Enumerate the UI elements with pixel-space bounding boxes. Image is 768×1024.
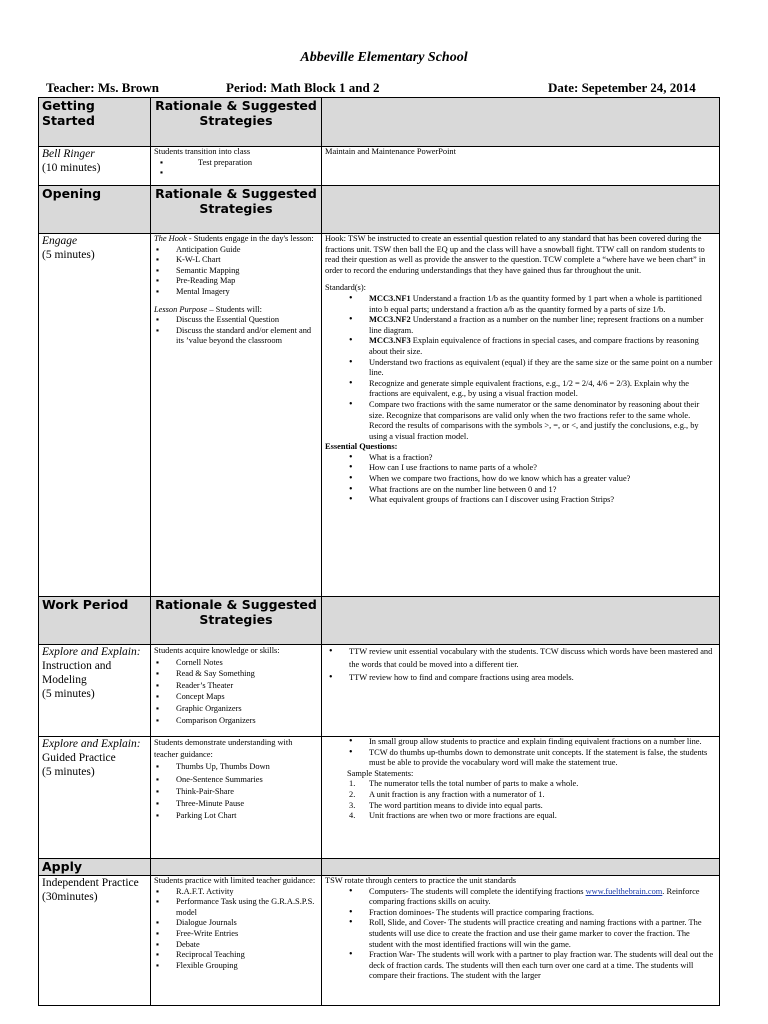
- center-item: • Roll, Slide, and Cover- The students will practice creating and naming fractions with a partner. The students will use dice to create the fraction and use their game marker to cover the fraction. The student with the most identified fractions will win the game.: [325, 918, 716, 950]
- activity-label: Explore and Explain:: [42, 738, 141, 750]
- list-item: ▪ Free-Write Entries: [154, 929, 318, 940]
- question-item: • How can I use fractions to name parts of a whole?: [325, 463, 716, 474]
- section-header-work-period: [39, 597, 720, 645]
- standard-item: • MCC3.NF3 Explain equivalence of fractions in special cases, and compare fractions by reasoning about their size.: [325, 336, 716, 357]
- strategy-intro: Students acquire knowledge or skills:: [154, 646, 280, 655]
- essential-questions-list: [325, 453, 716, 506]
- row-independent-practice: [39, 876, 720, 1006]
- list-item: ▪ Cornell Notes: [154, 657, 318, 669]
- hook-paragraph: Hook: TSW be instructed to create an essential question related to any standard that has been covered during the fractions unit. TSW then ball the EQ up and the class will have a snowball fight. TTW call on random students to read their question as well as provide the answer to the question. TCW complete a “where have we been chart” in order to record the enduring understandings that they have gained thus far throughout the unit.: [325, 234, 706, 275]
- section-title: Work Period: [39, 597, 151, 645]
- list-item: • TTW review how to find and compare fractions using area models.: [325, 671, 716, 684]
- list-item: ▪ Parking Lot Chart: [154, 810, 318, 822]
- strategy-list: [154, 761, 318, 822]
- list-item: ▪ Discuss the Essential Question: [154, 315, 318, 326]
- lesson-date: Date: Sepetember 24, 2014: [548, 80, 696, 95]
- class-period: Period: Math Block 1 and 2: [226, 80, 380, 95]
- purpose-list: [154, 315, 318, 347]
- section-header-getting-started: [39, 98, 720, 147]
- strategy-intro: Students transition into class: [154, 147, 251, 156]
- list-item: ▪ Reader’s Theater: [154, 680, 318, 692]
- activity-sublabel: Guided Practice: [42, 752, 116, 764]
- activity-time: (5 minutes): [42, 766, 95, 778]
- samples-label: Sample Statements:: [347, 768, 414, 778]
- sample-item: 2. A unit fraction is any fraction with a numerator of 1.: [325, 790, 716, 801]
- section-title: Getting Started: [39, 98, 151, 147]
- question-item: • When we compare two fractions, how do we know which has a greater value?: [325, 474, 716, 485]
- row-engage: [39, 234, 720, 597]
- activity-time: (5 minutes): [42, 688, 95, 700]
- hook-intro: The Hook - Students engage in the day's lesson:: [154, 234, 314, 243]
- website-link[interactable]: www.fuelthebrain.com: [585, 886, 663, 896]
- strategy-intro: Students practice with limited teacher guidance:: [154, 876, 316, 885]
- list-item: ▪ Concept Maps: [154, 691, 318, 703]
- list-item: ▪ Read & Say Something: [154, 668, 318, 680]
- rationale-heading: Rationale & Suggested Strategies: [151, 98, 322, 147]
- rationale-heading: Rationale & Suggested Strategies: [151, 186, 322, 234]
- list-item: ▪ Reciprocal Teaching: [154, 950, 318, 961]
- activity-description: Maintain and Maintenance PowerPoint: [322, 147, 720, 186]
- standards-label: Standard(s):: [325, 283, 366, 293]
- activity-time: (5 minutes): [42, 249, 95, 261]
- sample-item: 1. The numerator tells the total number of parts to make a whole.: [325, 779, 716, 790]
- hook-strategy-list: [154, 245, 318, 298]
- row-guided-practice: [39, 737, 720, 859]
- list-item: ▪ Dialogue Journals: [154, 918, 318, 929]
- strategy-list: [154, 887, 318, 972]
- strategy-list: [154, 657, 318, 727]
- list-item: ▪ Anticipation Guide: [154, 245, 318, 256]
- guided-list: [325, 737, 716, 769]
- center-item: • Fraction dominoes- The students will practice comparing fractions.: [325, 908, 716, 919]
- list-item: ▪ Discuss the standard and/or element and its ’value beyond the classroom: [154, 326, 318, 347]
- samples-list: [325, 779, 716, 821]
- purpose-intro: Lesson Purpose – Students will:: [154, 304, 262, 314]
- row-bell-ringer: [39, 147, 720, 186]
- list-item: ▪ Three-Minute Pause: [154, 798, 318, 810]
- activity-time: (10 minutes): [42, 162, 101, 174]
- instruction-list: [325, 645, 716, 684]
- list-item: ▪ Semantic Mapping: [154, 266, 318, 277]
- essential-questions-label: Essential Questions:: [325, 442, 398, 452]
- section-title: Opening: [39, 186, 151, 234]
- list-item: ▪ Debate: [154, 940, 318, 951]
- list-item: • In small group allow students to practice and explain finding equivalent fractions on a number line.: [325, 737, 716, 748]
- activity-label: Bell Ringer: [42, 148, 95, 160]
- list-item: ▪ R.A.F.T. Activity: [154, 887, 318, 898]
- activity-label: Explore and Explain:: [42, 646, 141, 658]
- teacher-name: Teacher: Ms. Brown: [46, 80, 160, 95]
- strategy-list: [158, 158, 318, 169]
- strategy-intro: Students demonstrate understanding with teacher guidance:: [154, 738, 293, 760]
- school-name: Abbeville Elementary School: [300, 50, 468, 65]
- list-item: • TTW review unit essential vocabulary with the students. TCW discuss which words have been mastered and the words that could be moved into a different tier.: [325, 645, 716, 671]
- question-item: • What equivalent groups of fractions can I discover using Fraction Strips?: [325, 495, 716, 506]
- section-header-opening: [39, 186, 720, 234]
- section-title: Apply: [39, 859, 151, 876]
- activity-label: Independent Practice: [42, 877, 139, 889]
- rationale-heading: Rationale & Suggested Strategies: [151, 597, 322, 645]
- question-item: • What fractions are on the number line between 0 and 1?: [325, 485, 716, 496]
- standard-item: • Compare two fractions with the same numerator or the same denominator by reasoning about their size. Recognize that comparisons are valid only when the two fractions refer to the same whole. Record the results of comparisons with the symbols >, =, or <, and justify the conclusions, e.g., by using a visual fraction model.: [325, 400, 716, 442]
- list-item: ▪ Graphic Organizers: [154, 703, 318, 715]
- centers-intro: TSW rotate through centers to practice the unit standards: [325, 876, 517, 885]
- list-item: ▪ Comparison Organizers: [154, 715, 318, 727]
- standards-list: [325, 294, 716, 442]
- list-item: ▪ Think-Pair-Share: [154, 786, 318, 798]
- activity-time: (30minutes): [42, 891, 98, 903]
- sample-item: 4. Unit fractions are when two or more fractions are equal.: [325, 811, 716, 822]
- list-item: ▪ Test preparation: [158, 158, 318, 169]
- list-item: ▪ K-W-L Chart: [154, 255, 318, 266]
- standard-item: • Understand two fractions as equivalent (equal) if they are the same size or the same point on a number line.: [325, 358, 716, 379]
- list-item: ▪ One-Sentence Summaries: [154, 774, 318, 786]
- list-item: ▪ Pre-Reading Map: [154, 276, 318, 287]
- center-item: • Fraction War- The students will work with a partner to play fraction war. The students will deal out the deck of fraction cards. The students will then each turn over one card at a time. The students will compare their fractions. The student with the larger: [325, 950, 716, 982]
- activity-label: Engage: [42, 235, 78, 247]
- list-item: ▪ Mental Imagery: [154, 287, 318, 298]
- section-header-apply: [39, 859, 720, 876]
- row-instruction-modeling: [39, 645, 720, 737]
- center-item: • Computers- The students will complete the identifying fractions www.fuelthebrain.com. Reinforce comparing fractions skills on acuity.: [325, 887, 716, 908]
- question-item: • What is a fraction?: [325, 453, 716, 464]
- lesson-plan-table: [38, 97, 720, 1006]
- standard-item: • Recognize and generate simple equivalent fractions, e.g., 1/2 = 2/4, 4/6 = 2/3). Explain why the fractions are equivalent, e.g., by using a visual fraction model.: [325, 379, 716, 400]
- list-item: ▪ Performance Task using the G.R.A.S.P.S. model: [154, 897, 318, 918]
- activity-sublabel: Instruction and Modeling: [42, 660, 112, 686]
- centers-list: [325, 887, 716, 982]
- standard-item: • MCC3.NF1 Understand a fraction 1/b as the quantity formed by 1 part when a whole is partitioned into b equal parts; understand a fraction a/b as the quantity formed by a parts of size 1/b.: [325, 294, 716, 315]
- list-item: ▪ Thumbs Up, Thumbs Down: [154, 761, 318, 773]
- standard-item: • MCC3.NF2 Understand a fraction as a number on the number line; represent fractions on a number line diagram.: [325, 315, 716, 336]
- sample-item: 3. The word partition means to divide into equal parts.: [325, 801, 716, 812]
- list-item: • TCW do thumbs up-thumbs down to demonstrate unit concepts. If the statement is false, the students must be able to provide the vocabulary word will make the statement true.: [325, 748, 716, 769]
- list-item: ▪ Flexible Grouping: [154, 961, 318, 972]
